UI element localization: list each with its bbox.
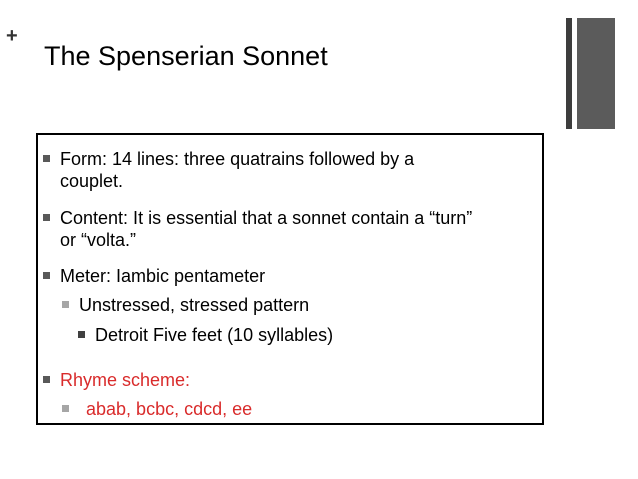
square-bullet-icon <box>43 214 50 221</box>
sub-bullet-scheme <box>62 398 252 420</box>
bullet-content-line2: or “volta.” <box>60 230 137 250</box>
square-bullet-icon <box>62 301 69 308</box>
plus-mark: + <box>6 25 18 47</box>
slide-title: The Spenserian Sonnet <box>44 41 328 71</box>
bullet-rhyme-text: Rhyme scheme: <box>60 370 191 390</box>
sub-bullet-pattern-text: Unstressed, stressed pattern <box>79 295 310 315</box>
sub-bullet-pattern <box>62 294 309 316</box>
square-bullet-icon <box>43 155 50 162</box>
bullet-form <box>43 148 414 192</box>
sub-bullet-scheme-text: abab, bcbc, cdcd, ee <box>86 399 253 419</box>
square-bullet-icon <box>62 405 69 412</box>
bullet-meter-text: Meter: Iambic pentameter <box>60 266 266 286</box>
square-bullet-icon <box>78 331 85 338</box>
bullet-content <box>43 207 472 251</box>
bullet-meter <box>43 265 265 287</box>
bullet-content-line1: Content: It is essential that a sonnet contain a “turn” <box>60 208 473 228</box>
square-bullet-icon <box>43 272 50 279</box>
decorative-bar-thick <box>577 18 615 129</box>
sub-sub-bullet-feet-text: Detroit Five feet (10 syllables) <box>95 325 334 345</box>
bullet-rhyme <box>43 369 190 391</box>
square-bullet-icon <box>43 376 50 383</box>
bullet-form-line2: couplet. <box>60 171 124 191</box>
bullet-form-line1: Form: 14 lines: three quatrains followed by a <box>60 149 415 169</box>
sub-sub-bullet-feet <box>78 324 333 346</box>
decorative-bar-thin <box>566 18 572 129</box>
